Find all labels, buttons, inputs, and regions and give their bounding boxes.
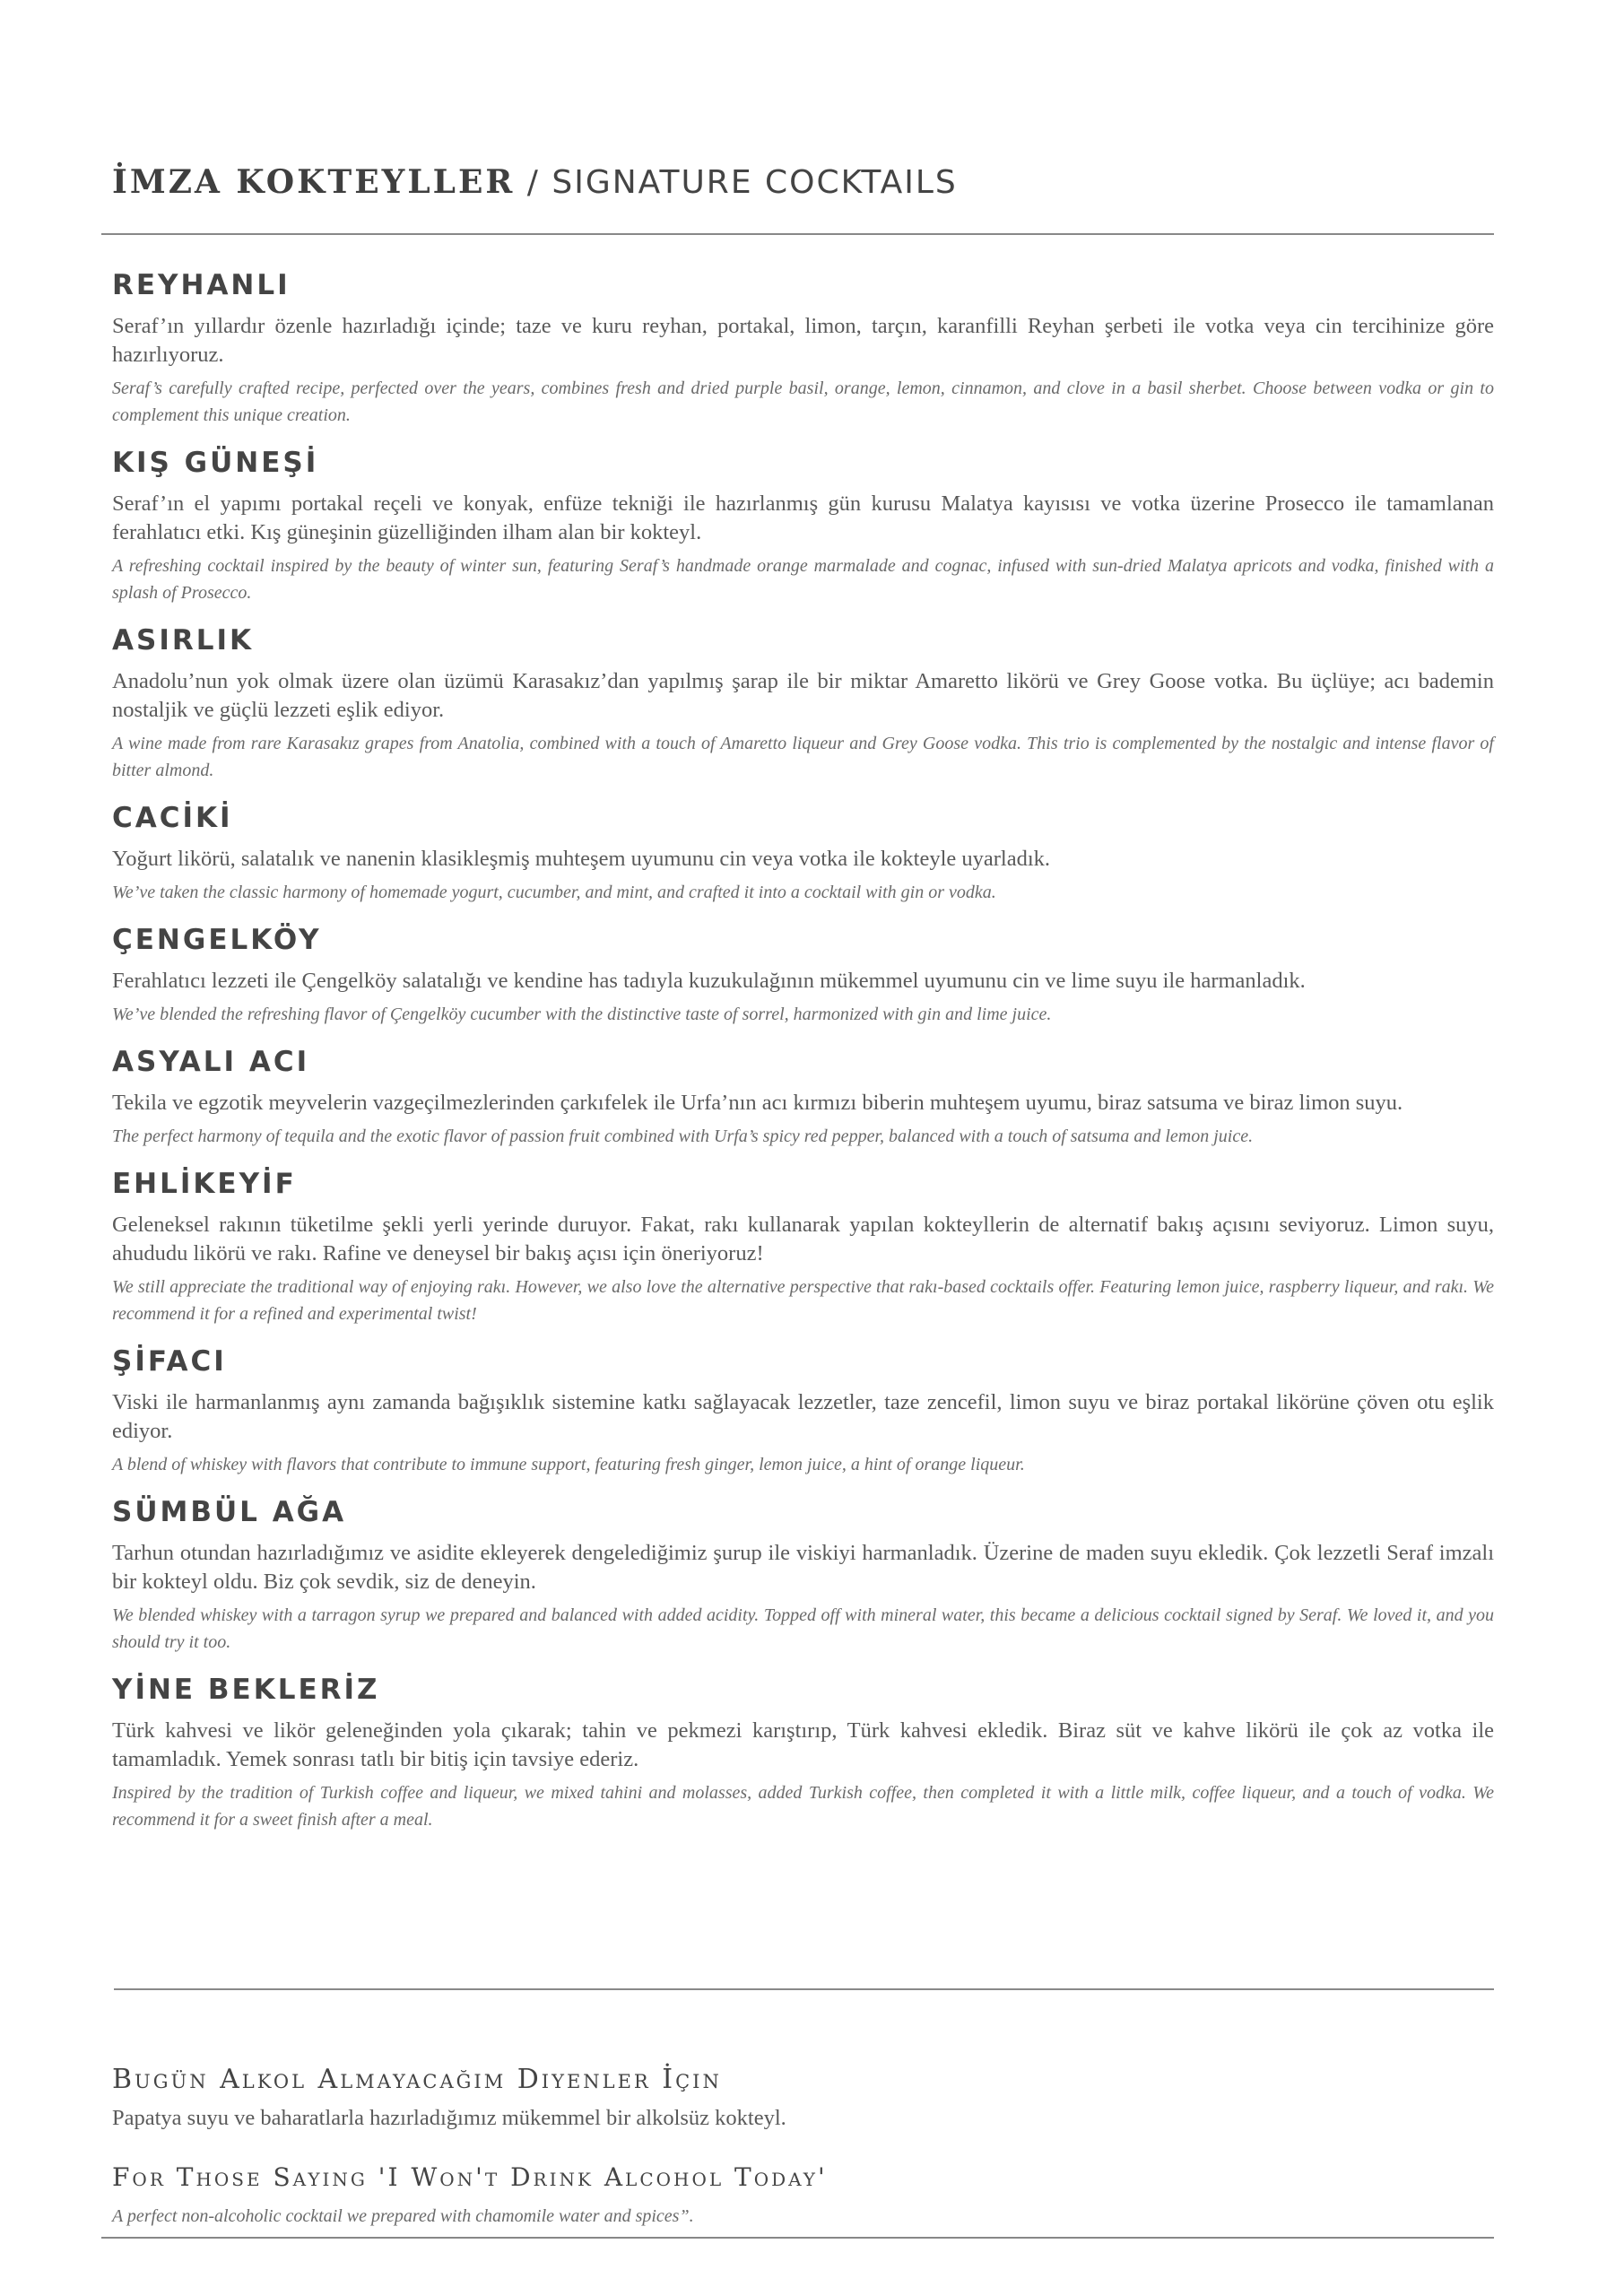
non-alcoholic-title-en: For Those Saying 'I Won't Drink Alcohol Today' [112, 2162, 828, 2192]
cocktail-description-en: Seraf’s carefully crafted recipe, perfected over the years, combines fresh and dried purple basil, orange, lemon, cinnamon, and clove in a basil sherbet. Choose between vodka or gin to complement this unique creation. [112, 378, 1494, 425]
cocktail-description-tr: Seraf’ın el yapımı portakal reçeli ve konyak, enfüze tekniği ile hazırlanmış gün kurusu Malatya kayısısı ve votka üzerine Prosecco ile tamamlanan ferahlatıcı etki. Kış güneşinin güzelliğinden ilham alan bir kokteyl. [112, 491, 1494, 544]
cocktail-description-en: A refreshing cocktail inspired by the beauty of winter sun, featuring Seraf’s handmade orange marmalade and cognac, infused with sun-dried Malatya apricots and vodka, finished with a splash of Prosecco. [112, 556, 1494, 603]
cocktail-description-en: We blended whiskey with a tarragon syrup we prepared and balanced with added acidity. Topped off with mineral water, this became a delicious cocktail signed by Seraf. We loved it, and you should try it too. [112, 1605, 1494, 1652]
cocktail-item [112, 1166, 1494, 1327]
non-alcoholic-description-tr: Papatya suyu ve baharatlarla hazırladığımız mükemmel bir alkolsüz kokteyl. [112, 2106, 786, 2130]
cocktail-name: ASIRLIK [112, 624, 255, 657]
cocktail-description-tr: Seraf’ın yıllardır özenle hazırladığı içinde; taze ve kuru reyhan, portakal, limon, tarçın, karanfilli Reyhan şerbeti ile votka veya cin tercihinize göre hazırlıyoruz. [112, 314, 1494, 367]
divider-top [101, 233, 1494, 235]
cocktail-description-tr: Türk kahvesi ve likör geleneğinden yola çıkarak; tahin ve pekmezi karıştırıp, Türk kahvesi ekledik. Biraz süt ve kahve likörü ile çok az votka ile tamamladık. Yemek sonrası tatlı bir bitiş için tavsiye ederiz. [112, 1718, 1494, 1771]
cocktail-description-en: A blend of whiskey with flavors that contribute to immune support, featuring fresh ginger, lemon juice, a hint of orange liqueur. [112, 1455, 1025, 1474]
cocktail-item [112, 622, 1494, 784]
cocktail-description-tr: Yoğurt likörü, salatalık ve nanenin klasikleşmiş muhteşem uyumunu cin veya votka ile kokteyle uyarladık. [112, 847, 1051, 871]
cocktail-name: SÜMBÜL AĞA [112, 1496, 347, 1528]
cocktail-item [112, 445, 1494, 606]
cocktail-name: ASYALI ACI [112, 1046, 310, 1078]
cocktail-description-en: Inspired by the tradition of Turkish coffee and liqueur, we mixed tahini and molasses, added Turkish coffee, then completed it with a little milk, coffee liqueur, and a touch of vodka. We recommend it for a sweet finish after a meal. [112, 1783, 1494, 1830]
cocktail-name: ŞİFACI [112, 1345, 227, 1378]
cocktail-description-en: The perfect harmony of tequila and the exotic flavor of passion fruit combined with Urfa’s spicy red pepper, balanced with a touch of satsuma and lemon juice. [112, 1126, 1254, 1146]
non-alcoholic-title-tr: Bugün Alkol Almayacağım Diyenler İçin [112, 2064, 722, 2095]
cocktail-name: YİNE BEKLERİZ [112, 1674, 380, 1706]
cocktail-item [112, 267, 1494, 429]
cocktail-name: ÇENGELKÖY [112, 924, 322, 956]
page-title-tr: İMZA KOKTEYLLER [112, 163, 516, 201]
cocktail-description-tr: Ferahlatıcı lezzeti ile Çengelköy salatalığı ve kendine has tadıyla kuzukulağının mükemmel uyumunu cin ve lime suyu ile harmanladık. [112, 969, 1306, 993]
page-title-separator: / [515, 164, 552, 201]
cocktail-item [112, 922, 1494, 1028]
cocktail-item [112, 1672, 1494, 1833]
cocktail-name: KIŞ GÜNEŞİ [112, 447, 319, 479]
non-alcoholic-section [112, 2063, 1494, 2230]
cocktail-description-en: A wine made from rare Karasakız grapes from Anatolia, combined with a touch of Amaretto liqueur and Grey Goose vodka. This trio is complemented by the nostalgic and intense flavor of bitter almond. [112, 734, 1494, 780]
cocktail-description-tr: Anadolu’nun yok olmak üzere olan üzümü Karasakız’dan yapılmış şarap ile bir miktar Amaretto likörü ve Grey Goose votka. Bu üçlüye; acı bademin nostaljik ve güçlü lezzeti eşlik ediyor. [112, 669, 1494, 722]
divider-middle [114, 1988, 1494, 1990]
cocktail-list [112, 267, 1494, 1833]
cocktail-description-tr: Tarhun otundan hazırladığımız ve asidite ekleyerek dengelediğimiz şurup ile viskiyi harmanladık. Üzerine de maden suyu ekledik. Çok lezzetli Seraf imzalı bir kokteyl oldu. Biz çok sevdik, siz de deneyin. [112, 1541, 1494, 1594]
cocktail-name: REYHANLI [112, 269, 291, 301]
page-title-en: SIGNATURE COCKTAILS [551, 164, 958, 201]
cocktail-description-en: We still appreciate the traditional way of enjoying rakı. However, we also love the alternative perspective that rakı-based cocktails offer. Featuring lemon juice, raspberry liqueur, and rakı. We recommend it for a refined and experimental twist! [112, 1277, 1494, 1324]
page-title [112, 163, 958, 201]
cocktail-item [112, 1044, 1494, 1150]
cocktail-description-en: We’ve blended the refreshing flavor of Çengelköy cucumber with the distinctive taste of sorrel, harmonized with gin and lime juice. [112, 1004, 1052, 1024]
cocktail-description-tr: Tekila ve egzotik meyvelerin vazgeçilmezlerinden çarkıfelek ile Urfa’nın acı kırmızı biberin muhteşem uyumu, biraz satsuma ve biraz limon suyu. [112, 1091, 1403, 1115]
cocktail-item [112, 800, 1494, 906]
cocktail-description-tr: Viski ile harmanlanmış aynı zamanda bağışıklık sistemine katkı sağlayacak lezzetler, taze zencefil, limon suyu ve biraz portakal likörüne çöven otu eşlik ediyor. [112, 1390, 1494, 1443]
cocktail-description-en: We’ve taken the classic harmony of homemade yogurt, cucumber, and mint, and crafted it into a cocktail with gin or vodka. [112, 883, 996, 902]
non-alcoholic-description-en: A perfect non-alcoholic cocktail we prepared with chamomile water and spices”. [112, 2206, 694, 2226]
cocktail-name: EHLİKEYİF [112, 1168, 297, 1200]
cocktail-item [112, 1494, 1494, 1656]
cocktail-item [112, 1344, 1494, 1478]
divider-bottom [101, 2237, 1494, 2239]
cocktail-name: CACİKİ [112, 802, 233, 834]
cocktail-description-tr: Geleneksel rakının tüketilme şekli yerli yerinde duruyor. Fakat, rakı kullanarak yapılan kokteyllerin de alternatif bakış açısını seviyoruz. Limon suyu, ahududu likörü ve rakı. Rafine ve deneysel bir bakış açısı için öneriyoruz! [112, 1213, 1494, 1265]
